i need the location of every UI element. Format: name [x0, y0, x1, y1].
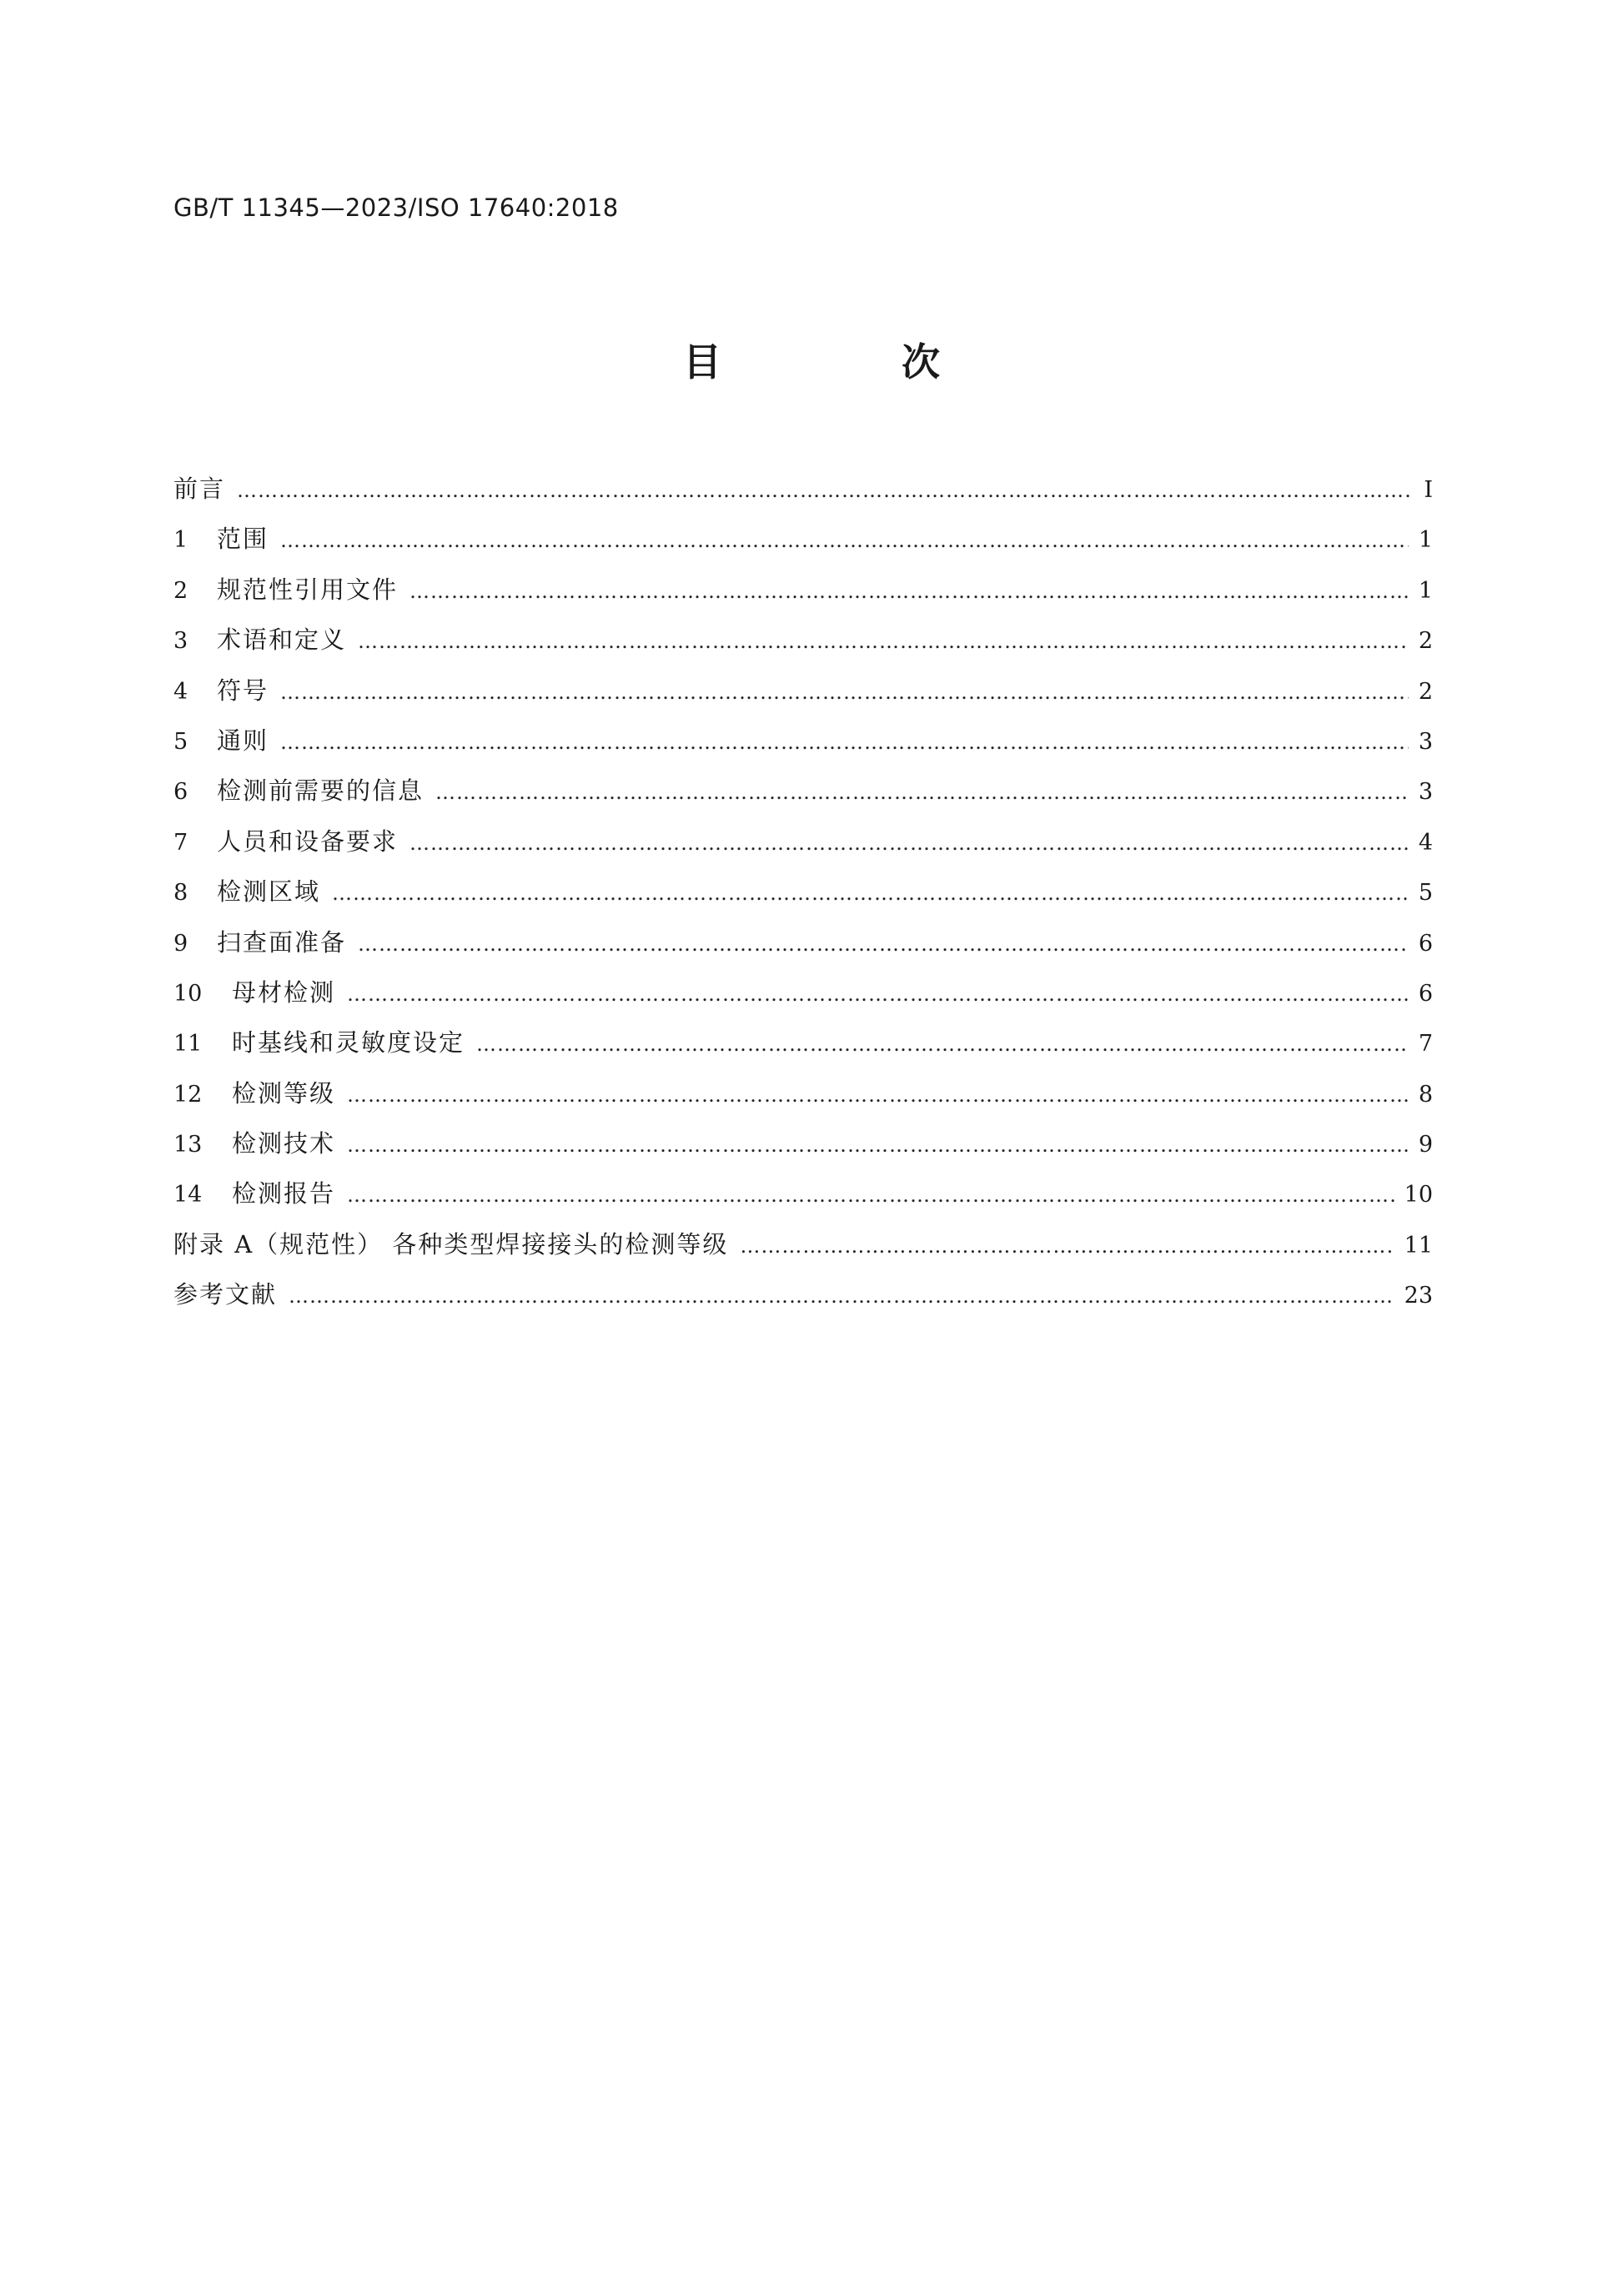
toc-entry-label: 范围 — [217, 525, 269, 554]
toc-entry-number: 10 — [173, 980, 203, 1007]
toc-dot-leader — [435, 767, 1409, 817]
toc-entry-page: 3 — [1418, 779, 1433, 806]
toc-dot-leader — [347, 1120, 1409, 1170]
toc-entry-annex-a[interactable] — [173, 1219, 1433, 1269]
toc-entry-12[interactable] — [173, 1068, 1433, 1118]
toc-entry-number: 13 — [173, 1132, 203, 1158]
toc-entry-label: 检测区域 — [217, 877, 321, 907]
toc-entry-label: 检测报告 — [232, 1179, 336, 1208]
toc-entry-label: 规范性引用文件 — [217, 575, 399, 604]
toc-entry-page: 6 — [1418, 980, 1433, 1007]
toc-entry-page: 7 — [1418, 1031, 1433, 1058]
toc-entry-page: 1 — [1418, 577, 1433, 604]
toc-dot-leader — [332, 868, 1409, 918]
toc-entry-label: 前言 — [173, 475, 226, 503]
toc-entry-2[interactable] — [173, 565, 1433, 615]
toc-dot-leader — [410, 818, 1409, 868]
toc-title: 目 次 — [682, 339, 1023, 384]
toc-entry-page: 23 — [1404, 1283, 1433, 1309]
toc-entry-6[interactable] — [173, 766, 1433, 816]
toc-entry-page: 10 — [1404, 1182, 1433, 1208]
toc-entry-label: 人员和设备要求 — [217, 826, 399, 856]
toc-entry-number: 9 — [173, 930, 188, 957]
toc-entry-page: 4 — [1418, 829, 1433, 856]
toc-entry-label: 检测技术 — [232, 1129, 336, 1158]
toc-dot-leader — [347, 969, 1409, 1019]
toc-entry-number: 3 — [173, 628, 188, 655]
table-of-contents — [173, 464, 1433, 1320]
toc-entry-label: 附录 A（规范性） 各种类型焊接接头的检测等级 — [173, 1229, 729, 1259]
toc-dot-leader — [280, 667, 1409, 717]
toc-entry-label: 扫查面准备 — [217, 927, 347, 957]
toc-dot-leader — [476, 1019, 1409, 1069]
toc-dot-leader — [740, 1221, 1394, 1271]
toc-entry-number: 14 — [173, 1182, 203, 1208]
toc-entry-bibliography[interactable] — [173, 1269, 1433, 1319]
toc-entry-number: 8 — [173, 880, 188, 907]
toc-entry-page: 2 — [1418, 678, 1433, 705]
toc-entry-4[interactable] — [173, 666, 1433, 716]
toc-entry-label: 通则 — [217, 726, 269, 755]
toc-entry-page: 2 — [1418, 628, 1433, 655]
toc-entry-number: 1 — [173, 527, 188, 554]
toc-entry-page: 8 — [1418, 1081, 1433, 1108]
toc-entry-9[interactable] — [173, 917, 1433, 967]
toc-entry-page: 3 — [1418, 728, 1433, 755]
toc-entry-label: 检测前需要的信息 — [217, 776, 425, 806]
toc-entry-number: 5 — [173, 728, 188, 755]
toc-dot-leader — [358, 616, 1409, 666]
toc-entry-number: 12 — [173, 1081, 203, 1108]
toc-entry-page: 5 — [1418, 880, 1433, 907]
toc-entry-number: 4 — [173, 678, 188, 705]
toc-entry-label: 时基线和灵敏度设定 — [232, 1028, 465, 1058]
toc-dot-leader — [347, 1070, 1409, 1120]
toc-entry-page: 1 — [1418, 527, 1433, 554]
toc-entry-10[interactable] — [173, 967, 1433, 1017]
toc-entry-1[interactable] — [173, 514, 1433, 564]
toc-entry-14[interactable] — [173, 1168, 1433, 1218]
toc-entry-label: 检测等级 — [232, 1078, 336, 1108]
toc-entry-number: 6 — [173, 779, 188, 806]
toc-entry-11[interactable] — [173, 1017, 1433, 1068]
toc-entry-3[interactable] — [173, 615, 1433, 665]
toc-dot-leader — [280, 717, 1409, 767]
toc-entry-number: 11 — [173, 1031, 203, 1058]
toc-entry-page: 9 — [1418, 1132, 1433, 1158]
toc-dot-leader — [347, 1170, 1394, 1220]
toc-entry-number: 2 — [173, 577, 188, 604]
toc-entry-13[interactable] — [173, 1118, 1433, 1168]
toc-entry-number: 7 — [173, 829, 188, 856]
toc-entry-label: 符号 — [217, 676, 269, 705]
toc-entry-7[interactable] — [173, 816, 1433, 867]
toc-dot-leader — [289, 1271, 1394, 1321]
toc-entry-page: Ⅰ — [1424, 477, 1433, 503]
toc-dot-leader — [280, 515, 1409, 565]
toc-entry-label: 参考文献 — [173, 1280, 278, 1309]
toc-entry-label: 术语和定义 — [217, 625, 347, 655]
toc-entry-5[interactable] — [173, 716, 1433, 766]
toc-entry-page: 6 — [1418, 930, 1433, 957]
toc-dot-leader — [358, 919, 1409, 969]
toc-entry-page: 11 — [1404, 1232, 1433, 1259]
toc-entry-8[interactable] — [173, 867, 1433, 917]
toc-entry-label: 母材检测 — [232, 977, 336, 1007]
toc-dot-leader — [237, 465, 1411, 515]
toc-entry-foreword[interactable] — [173, 464, 1433, 514]
standard-code: GB/T 11345—2023/ISO 17640:2018 — [173, 193, 619, 222]
toc-dot-leader — [410, 566, 1409, 616]
